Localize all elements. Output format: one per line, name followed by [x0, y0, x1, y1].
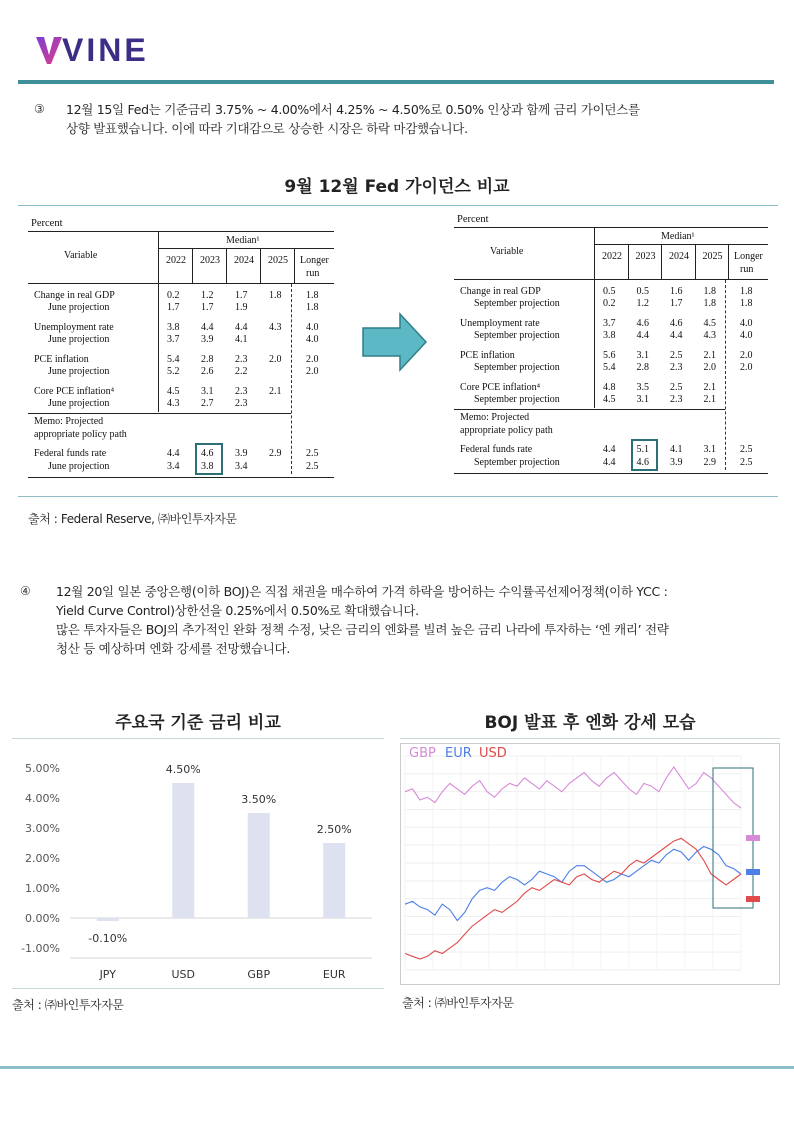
row-label: September projection: [474, 394, 560, 405]
y-tick-label: 4.00%: [25, 792, 60, 805]
row-value: 2.8: [636, 362, 649, 373]
row-value: 1.7: [235, 290, 248, 301]
table-rule: [454, 473, 768, 474]
boj-chart-title: BOJ 발표 후 엔화 강세 모습: [484, 713, 696, 733]
rates-chart-title: 주요국 기준 금리 비교: [115, 713, 281, 733]
table-rule: [28, 283, 334, 284]
table-rule: [628, 244, 629, 280]
row-label: Federal funds rate: [460, 444, 533, 455]
table-rule: [28, 477, 334, 478]
row-value: 2.1: [703, 394, 716, 405]
x-category-label: EUR: [322, 968, 346, 981]
fed-section-title: 9월 12월 Fed 가이던스 비교: [284, 177, 510, 197]
row-value: 1.8: [703, 286, 716, 297]
row-value: 4.1: [670, 444, 683, 455]
row-value: 3.9: [670, 457, 683, 468]
bar-gbp: [248, 813, 270, 918]
row-value: 0.2: [167, 290, 180, 301]
row-label: September projection: [474, 362, 560, 373]
table-rule: [158, 248, 334, 249]
row-value: 1.8: [269, 290, 282, 301]
row-value: 2.0: [703, 362, 716, 373]
row-value: 2.5: [306, 448, 319, 459]
row-value: 2.5: [740, 444, 753, 455]
row-value: 4.3: [269, 322, 282, 333]
bar-usd: [172, 783, 194, 918]
row-value: 2.3: [235, 354, 248, 365]
item-3-text: [66, 100, 776, 138]
section-divider: [18, 205, 778, 206]
table-rule: [294, 248, 295, 284]
row-value: 2.7: [201, 398, 214, 409]
median-header: Median¹: [226, 235, 260, 246]
row-value: 4.5: [167, 386, 180, 397]
highlight-box: [195, 443, 223, 475]
row-value: 2.0: [269, 354, 282, 365]
row-value: 1.6: [670, 286, 683, 297]
row-label: PCE inflation: [34, 354, 89, 365]
row-label: September projection: [474, 457, 560, 468]
row-value: 4.5: [703, 318, 716, 329]
table-caption: Percent: [31, 218, 63, 229]
row-value: 2.3: [235, 386, 248, 397]
longer-run-header: Longer: [300, 255, 329, 266]
row-value: 4.3: [167, 398, 180, 409]
row-value: 4.4: [235, 322, 248, 333]
item-number: ③: [34, 102, 45, 116]
row-label: Federal funds rate: [34, 448, 107, 459]
table-rule: [260, 248, 261, 284]
table-rule: [454, 279, 768, 280]
rates-bar-chart: [12, 743, 384, 988]
item-3-line-1: 12월 15일 Fed는 기준금리 3.75% ~ 4.00%에서 4.25% ~ 4.50%로 0.50% 인상과 함께 금리 가이던스를: [66, 102, 640, 117]
year-header: 2022: [602, 251, 622, 262]
row-value: 2.1: [703, 350, 716, 361]
series-end-marker: [746, 835, 760, 841]
row-value: 2.0: [306, 354, 319, 365]
table-rule: [28, 413, 291, 414]
item-4-line-1: 12월 20일 일본 중앙은행(이하 BOJ)은 직접 채권을 매수하여 가격 하락을 방어하는 수익률곡선제어정책(이하 YCC :: [56, 584, 668, 599]
row-value: 1.8: [740, 298, 753, 309]
row-value: 4.4: [603, 444, 616, 455]
row-value: 3.1: [636, 350, 649, 361]
row-value: 1.8: [306, 290, 319, 301]
row-value: 3.1: [201, 386, 214, 397]
row-label: PCE inflation: [460, 350, 515, 361]
row-value: 0.2: [603, 298, 616, 309]
row-value: 2.9: [269, 448, 282, 459]
row-value: 4.4: [636, 330, 649, 341]
chart-divider: [12, 738, 384, 739]
table-rule: [454, 227, 768, 228]
median-header: Median¹: [661, 231, 695, 242]
row-value: 2.3: [235, 398, 248, 409]
row-value: 4.6: [670, 318, 683, 329]
row-value: 3.5: [636, 382, 649, 393]
section-divider: [18, 496, 778, 497]
row-label: Core PCE inflation⁴: [460, 382, 541, 393]
fed-source: 출처 : Federal Reserve, ㈜바인투자자문: [28, 512, 237, 526]
row-value: 2.8: [201, 354, 214, 365]
row-value: 5.6: [603, 350, 616, 361]
row-value: 4.0: [740, 318, 753, 329]
row-value: 1.9: [235, 302, 248, 313]
row-label: September projection: [474, 330, 560, 341]
bar-jpy: [97, 918, 119, 921]
row-label: September projection: [474, 298, 560, 309]
year-header: 2022: [166, 255, 186, 266]
right-arrow-icon: [362, 312, 428, 372]
row-label: Change in real GDP: [34, 290, 115, 301]
row-value: 1.8: [306, 302, 319, 313]
row-value: 4.4: [201, 322, 214, 333]
rates-source: 출처 : ㈜바인투자자문: [12, 998, 124, 1012]
table-rule: [594, 244, 768, 245]
chart-divider: [12, 988, 384, 989]
row-value: 2.2: [235, 366, 248, 377]
row-value: 3.8: [201, 461, 214, 472]
row-value: 3.4: [167, 461, 180, 472]
row-label: Change in real GDP: [460, 286, 541, 297]
row-value: 5.4: [167, 354, 180, 365]
row-value: 2.0: [740, 362, 753, 373]
row-value: 4.5: [603, 394, 616, 405]
row-value: 3.9: [201, 334, 214, 345]
bar-value-label: 2.50%: [316, 823, 352, 836]
table-rule: [158, 232, 159, 412]
row-value: 0.5: [636, 286, 649, 297]
row-value: 4.0: [306, 322, 319, 333]
memo-label: appropriate policy path: [460, 425, 553, 436]
item-4-line-4: 청산 등 예상하며 엔화 강세를 전망했습니다.: [56, 641, 290, 656]
row-value: 0.5: [603, 286, 616, 297]
memo-label: appropriate policy path: [34, 429, 127, 440]
row-value: 3.8: [603, 330, 616, 341]
row-value: 4.1: [235, 334, 248, 345]
row-value: 2.3: [670, 394, 683, 405]
header-divider: [18, 80, 774, 84]
row-value: 2.3: [670, 362, 683, 373]
row-value: 2.1: [703, 382, 716, 393]
item-4-text: [56, 582, 780, 658]
bar-value-label: 4.50%: [165, 763, 201, 776]
row-value: 3.7: [603, 318, 616, 329]
series-end-marker: [746, 869, 760, 875]
row-value: 5.2: [167, 366, 180, 377]
year-header: 2023: [200, 255, 220, 266]
row-value: 1.7: [201, 302, 214, 313]
row-value: 2.1: [269, 386, 282, 397]
longer-run-header: run: [306, 268, 320, 279]
row-label: June projection: [48, 398, 110, 409]
row-value: 2.5: [670, 382, 683, 393]
row-value: 4.0: [740, 330, 753, 341]
row-value: 5.4: [603, 362, 616, 373]
row-label: June projection: [48, 366, 110, 377]
fed-table-september: [454, 214, 770, 480]
table-rule: [28, 231, 334, 232]
year-header: 2024: [234, 255, 254, 266]
row-value: 3.7: [167, 334, 180, 345]
row-value: 4.8: [603, 382, 616, 393]
fed-table-june: [28, 218, 338, 480]
row-value: 3.9: [235, 448, 248, 459]
vine-logo: [36, 31, 149, 68]
row-value: 4.4: [603, 457, 616, 468]
row-value: 1.7: [167, 302, 180, 313]
row-label: June projection: [48, 302, 110, 313]
table-caption: Percent: [457, 214, 489, 225]
row-value: 1.7: [670, 298, 683, 309]
row-value: 3.4: [235, 461, 248, 472]
row-value: 1.2: [636, 298, 649, 309]
y-tick-label: 5.00%: [25, 762, 60, 775]
row-value: 2.6: [201, 366, 214, 377]
fx-line-chart: [400, 743, 780, 985]
row-value: 4.6: [636, 457, 649, 468]
table-rule: [192, 248, 193, 284]
boj-source: 출처 : ㈜바인투자자문: [402, 996, 514, 1010]
bar-value-label: 3.50%: [241, 793, 277, 806]
row-value: 1.2: [201, 290, 214, 301]
table-rule: [594, 228, 595, 408]
row-value: 4.3: [703, 330, 716, 341]
legend-usd: USD: [479, 746, 507, 761]
fx-line-chart-svg: [401, 744, 779, 984]
rates-bar-chart-svg: [12, 743, 384, 988]
row-value: 2.5: [306, 461, 319, 472]
y-tick-label: -1.00%: [21, 942, 60, 955]
row-value: 3.8: [167, 322, 180, 333]
row-value: 3.1: [636, 394, 649, 405]
row-label: Unemployment rate: [34, 322, 114, 333]
row-value: 2.0: [306, 366, 319, 377]
year-header: 2025: [702, 251, 723, 262]
row-value: 4.6: [201, 448, 214, 459]
row-value: 5.1: [636, 444, 649, 455]
longer-run-header: Longer: [734, 251, 763, 262]
row-label: June projection: [48, 461, 110, 472]
table-rule: [454, 409, 725, 410]
highlight-box: [631, 439, 659, 471]
y-tick-label: 3.00%: [25, 822, 60, 835]
y-tick-label: 2.00%: [25, 852, 60, 865]
table-rule: [728, 244, 729, 280]
row-label: June projection: [48, 334, 110, 345]
row-label: Unemployment rate: [460, 318, 540, 329]
item-3-line-2: 상향 발표했습니다. 이에 따라 기대감으로 상승한 시장은 하락 마감했습니다.: [66, 121, 468, 136]
year-header: 2025: [268, 255, 288, 266]
row-value: 4.4: [670, 330, 683, 341]
row-label: Core PCE inflation⁴: [34, 386, 115, 397]
x-category-label: GBP: [247, 968, 271, 981]
memo-label: Memo: Projected: [460, 412, 530, 423]
bar-value-label: -0.10%: [88, 932, 128, 945]
logo-text: VINE: [62, 31, 149, 68]
table-dashed-rule: [725, 280, 726, 470]
series-end-marker: [746, 896, 760, 902]
y-tick-label: 0.00%: [25, 912, 60, 925]
variable-header: Variable: [490, 246, 524, 257]
x-category-label: JPY: [99, 968, 116, 981]
row-value: 4.0: [306, 334, 319, 345]
chart-divider: [400, 738, 780, 739]
row-value: 1.8: [740, 286, 753, 297]
row-value: 2.5: [670, 350, 683, 361]
row-value: 2.9: [703, 457, 716, 468]
row-value: 4.6: [636, 318, 649, 329]
table-rule: [226, 248, 227, 284]
variable-header: Variable: [64, 250, 98, 261]
y-tick-label: 1.00%: [25, 882, 60, 895]
table-dashed-rule: [291, 284, 292, 474]
row-value: 2.5: [740, 457, 753, 468]
row-value: 2.0: [740, 350, 753, 361]
item-4-line-2: Yield Curve Control)상한선을 0.25%에서 0.50%로 확대했습니다.: [56, 603, 419, 618]
row-value: 1.8: [703, 298, 716, 309]
item-number: ④: [20, 584, 31, 598]
x-category-label: USD: [171, 968, 196, 981]
bar-eur: [323, 843, 345, 918]
logo-v-icon: [36, 35, 62, 65]
memo-label: Memo: Projected: [34, 416, 104, 427]
legend-eur: EUR: [445, 746, 472, 761]
footer-divider: [0, 1066, 794, 1069]
item-4-line-3: 많은 투자자들은 BOJ의 추가적인 완화 정책 수정, 낮은 금리의 엔화를 빌려 높은 금리 나라에 투자하는 ‘엔 캐리’ 전략: [56, 622, 669, 637]
year-header: 2023: [635, 251, 656, 262]
row-value: 4.4: [167, 448, 180, 459]
table-rule: [695, 244, 696, 280]
legend-gbp: GBP: [409, 746, 436, 761]
table-rule: [661, 244, 662, 280]
row-value: 3.1: [703, 444, 716, 455]
longer-run-header: run: [740, 264, 754, 275]
year-header: 2024: [669, 251, 689, 262]
